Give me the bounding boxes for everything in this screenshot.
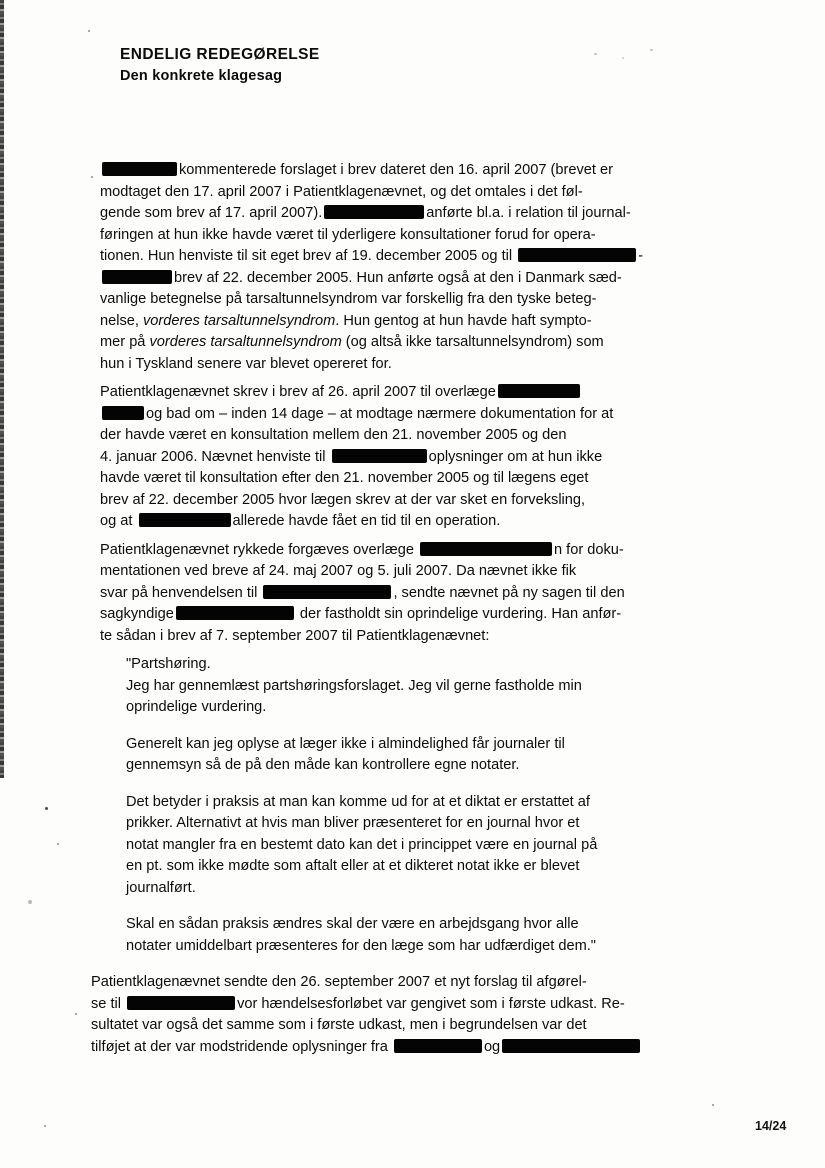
redaction-bar xyxy=(102,162,177,176)
text-run: notat mangler fra en bestemt dato kan det i princippet være en journal på xyxy=(126,836,598,853)
text-run: der fastholdt sin oprindelige vurdering. Han anfør- xyxy=(295,606,622,622)
scan-speck xyxy=(88,30,90,32)
text-line xyxy=(126,734,825,756)
text-line xyxy=(100,447,825,469)
redaction-bar xyxy=(498,384,580,398)
document-subtitle: Den konkrete klagesag xyxy=(120,68,283,84)
redaction-bar xyxy=(420,542,552,556)
text-line xyxy=(126,856,825,878)
text-line xyxy=(91,972,825,994)
text-run: hun i Tyskland senere var blevet opereret for. xyxy=(100,355,392,372)
redaction-bar xyxy=(394,1039,482,1053)
text-run: se til xyxy=(91,995,126,1012)
text-run: svar på henvendelsen til xyxy=(100,584,262,601)
text-run: oplysninger om at hun ikke xyxy=(428,448,603,465)
text-run: . Hun gentog at hun havde haft sympto- xyxy=(335,312,592,329)
text-run: Jeg har gennemlæst partshøringsforslaget. Jeg vil gerne fastholde min xyxy=(126,677,582,694)
text-run: havde været til konsultation efter den 21. november 2005 og til lægens eget xyxy=(100,470,589,486)
text-run: Generelt kan jeg oplyse at læger ikke i almindelighed får journaler til xyxy=(126,735,565,752)
text-run: brev af 22. december 2005. Hun anførte også at den i Danmark sæd- xyxy=(174,269,622,286)
text-run: gende som brev af 17. april 2007). xyxy=(100,205,323,221)
text-line xyxy=(100,246,825,268)
paragraph xyxy=(100,160,825,375)
text-run: mer på xyxy=(100,334,150,350)
text-run: Skal en sådan praksis ændres skal der være en arbejdsgang hvor alle xyxy=(126,916,579,932)
text-line xyxy=(126,755,825,777)
text-run: oprindelige vurdering. xyxy=(126,699,267,715)
text-line xyxy=(100,160,825,182)
text-line xyxy=(100,583,825,605)
text-run: sagkyndige xyxy=(100,606,174,622)
text-run: sultatet var også det samme som i første udkast, men i begrundelsen var det xyxy=(91,1017,587,1033)
text-line xyxy=(100,490,825,512)
text-line xyxy=(126,914,825,936)
scan-speck xyxy=(622,57,624,59)
text-run: Patientklagenævnet sendte den 26. september 2007 et nyt forslag til afgørel- xyxy=(91,974,587,990)
text-run: Patientklagenævnet rykkede forgæves overlæge xyxy=(100,541,418,558)
redaction-bar xyxy=(502,1039,640,1053)
redaction-bar xyxy=(324,205,424,219)
text-run: mentationen ved breve af 24. maj 2007 og 5. juli 2007. Da nævnet ikke fik xyxy=(100,563,577,579)
text-run: føringen at hun ikke havde været til yderligere konsultationer forud for opera- xyxy=(100,226,596,243)
text-run: "Partshøring. xyxy=(126,656,211,672)
redaction-bar xyxy=(102,270,172,284)
quote-paragraph xyxy=(126,654,825,719)
redaction-bar xyxy=(332,449,427,463)
text-line xyxy=(126,835,825,857)
text-run: 4. januar 2006. Nævnet henviste til xyxy=(100,448,330,465)
text-run: gennemsyn så de på den måde kan kontrollere egne notater. xyxy=(126,757,520,773)
text-run: tilføjet at der var modstridende oplysninger fra xyxy=(91,1038,392,1055)
text-line xyxy=(126,676,825,698)
text-line xyxy=(100,268,825,290)
text-line xyxy=(126,813,825,835)
document-title: ENDELIG REDEGØRELSE xyxy=(120,46,320,63)
document-header xyxy=(120,46,320,84)
text-run: og xyxy=(483,1038,501,1055)
redaction-bar xyxy=(102,406,144,420)
text-run: der havde været en konsultation mellem den 21. november 2005 og den xyxy=(100,427,567,443)
text-line xyxy=(100,626,825,648)
text-run: Det betyder i praksis at man kan komme ud for at et diktat er erstattet af xyxy=(126,793,590,810)
text-run: te sådan i brev af 7. september 2007 til Patientklagenævnet: xyxy=(100,627,490,644)
text-line xyxy=(91,1015,825,1037)
redaction-bar xyxy=(518,248,636,262)
text-run: vor hændelsesforløbet var gengivet som i første udkast. Re- xyxy=(237,995,625,1012)
text-run: (og altså ikke tarsaltunnelsyndrom) som xyxy=(341,334,604,350)
text-line xyxy=(100,540,825,562)
page-number: 14/24 xyxy=(755,1119,787,1133)
text-run: tionen. Hun henviste til sit eget brev af 19. december 2005 og til xyxy=(100,248,517,264)
text-run: brev af 22. december 2005 hvor lægen skrev at der var sket en forveksling, xyxy=(100,491,586,508)
text-run: Patientklagenævnet skrev i brev af 26. april 2007 til overlæge xyxy=(100,384,496,400)
text-line xyxy=(100,511,825,533)
text-line xyxy=(100,354,825,376)
paragraph xyxy=(100,540,825,648)
redaction-bar xyxy=(127,996,235,1010)
text-line xyxy=(100,332,825,354)
paragraph xyxy=(100,382,825,533)
text-run: modtaget den 17. april 2007 i Patientklagenævnet, og det omtales i det føl- xyxy=(100,183,583,200)
scan-speck xyxy=(712,1104,714,1106)
scan-speck xyxy=(594,53,597,55)
text-line xyxy=(126,936,825,958)
document-body xyxy=(0,160,825,1058)
text-run: og bad om – inden 14 dage – at modtage nærmere dokumentation for at xyxy=(146,405,614,422)
text-line xyxy=(100,311,825,333)
scan-speck xyxy=(650,49,653,51)
text-run: vorderes tarsaltunnelsyndrom xyxy=(143,312,336,329)
text-line xyxy=(100,604,825,626)
text-line xyxy=(126,792,825,814)
text-run: en pt. som ikke mødte som aftalt eller at et dikteret notat ikke er blevet xyxy=(126,858,580,874)
text-run: kommenterede forslaget i brev dateret den 16. april 2007 (brevet er xyxy=(179,162,614,178)
text-line xyxy=(100,203,825,225)
text-line xyxy=(100,382,825,404)
text-run: prikker. Alternativt at hvis man bliver præsenteret for en journal hvor et xyxy=(126,815,580,831)
text-line xyxy=(100,561,825,583)
text-run: nelse, xyxy=(100,312,143,329)
text-line xyxy=(100,225,825,247)
text-line xyxy=(126,878,825,900)
text-run: journalført. xyxy=(126,879,196,896)
text-line xyxy=(91,994,825,1016)
text-line xyxy=(100,289,825,311)
text-run: anførte bl.a. i relation til journal- xyxy=(426,205,631,221)
text-line xyxy=(100,425,825,447)
redaction-bar xyxy=(139,513,231,527)
text-line xyxy=(100,404,825,426)
text-line xyxy=(100,468,825,490)
redaction-bar xyxy=(176,606,294,620)
redaction-bar xyxy=(263,585,391,599)
text-run: - xyxy=(638,248,644,264)
quote-paragraph xyxy=(126,734,825,777)
scan-speck xyxy=(44,1125,46,1127)
text-run: og at xyxy=(100,513,137,529)
text-run: vorderes tarsaltunnelsyndrom xyxy=(149,334,342,350)
text-line xyxy=(126,697,825,719)
quote-paragraph xyxy=(126,914,825,957)
quote-paragraph xyxy=(126,792,825,900)
text-run: allerede havde fået en tid til en operation. xyxy=(232,513,501,529)
text-run: notater umiddelbart præsenteres for den læge som har udfærdiget dem." xyxy=(126,937,596,954)
text-line xyxy=(100,182,825,204)
text-line xyxy=(126,654,825,676)
text-run: vanlige betegnelse på tarsaltunnelsyndrom var forskellig fra den tyske beteg- xyxy=(100,291,597,307)
text-run: , sendte nævnet på ny sagen til den xyxy=(393,584,625,601)
paragraph xyxy=(91,972,825,1058)
text-run: n for doku- xyxy=(554,541,624,558)
text-line xyxy=(91,1037,825,1059)
